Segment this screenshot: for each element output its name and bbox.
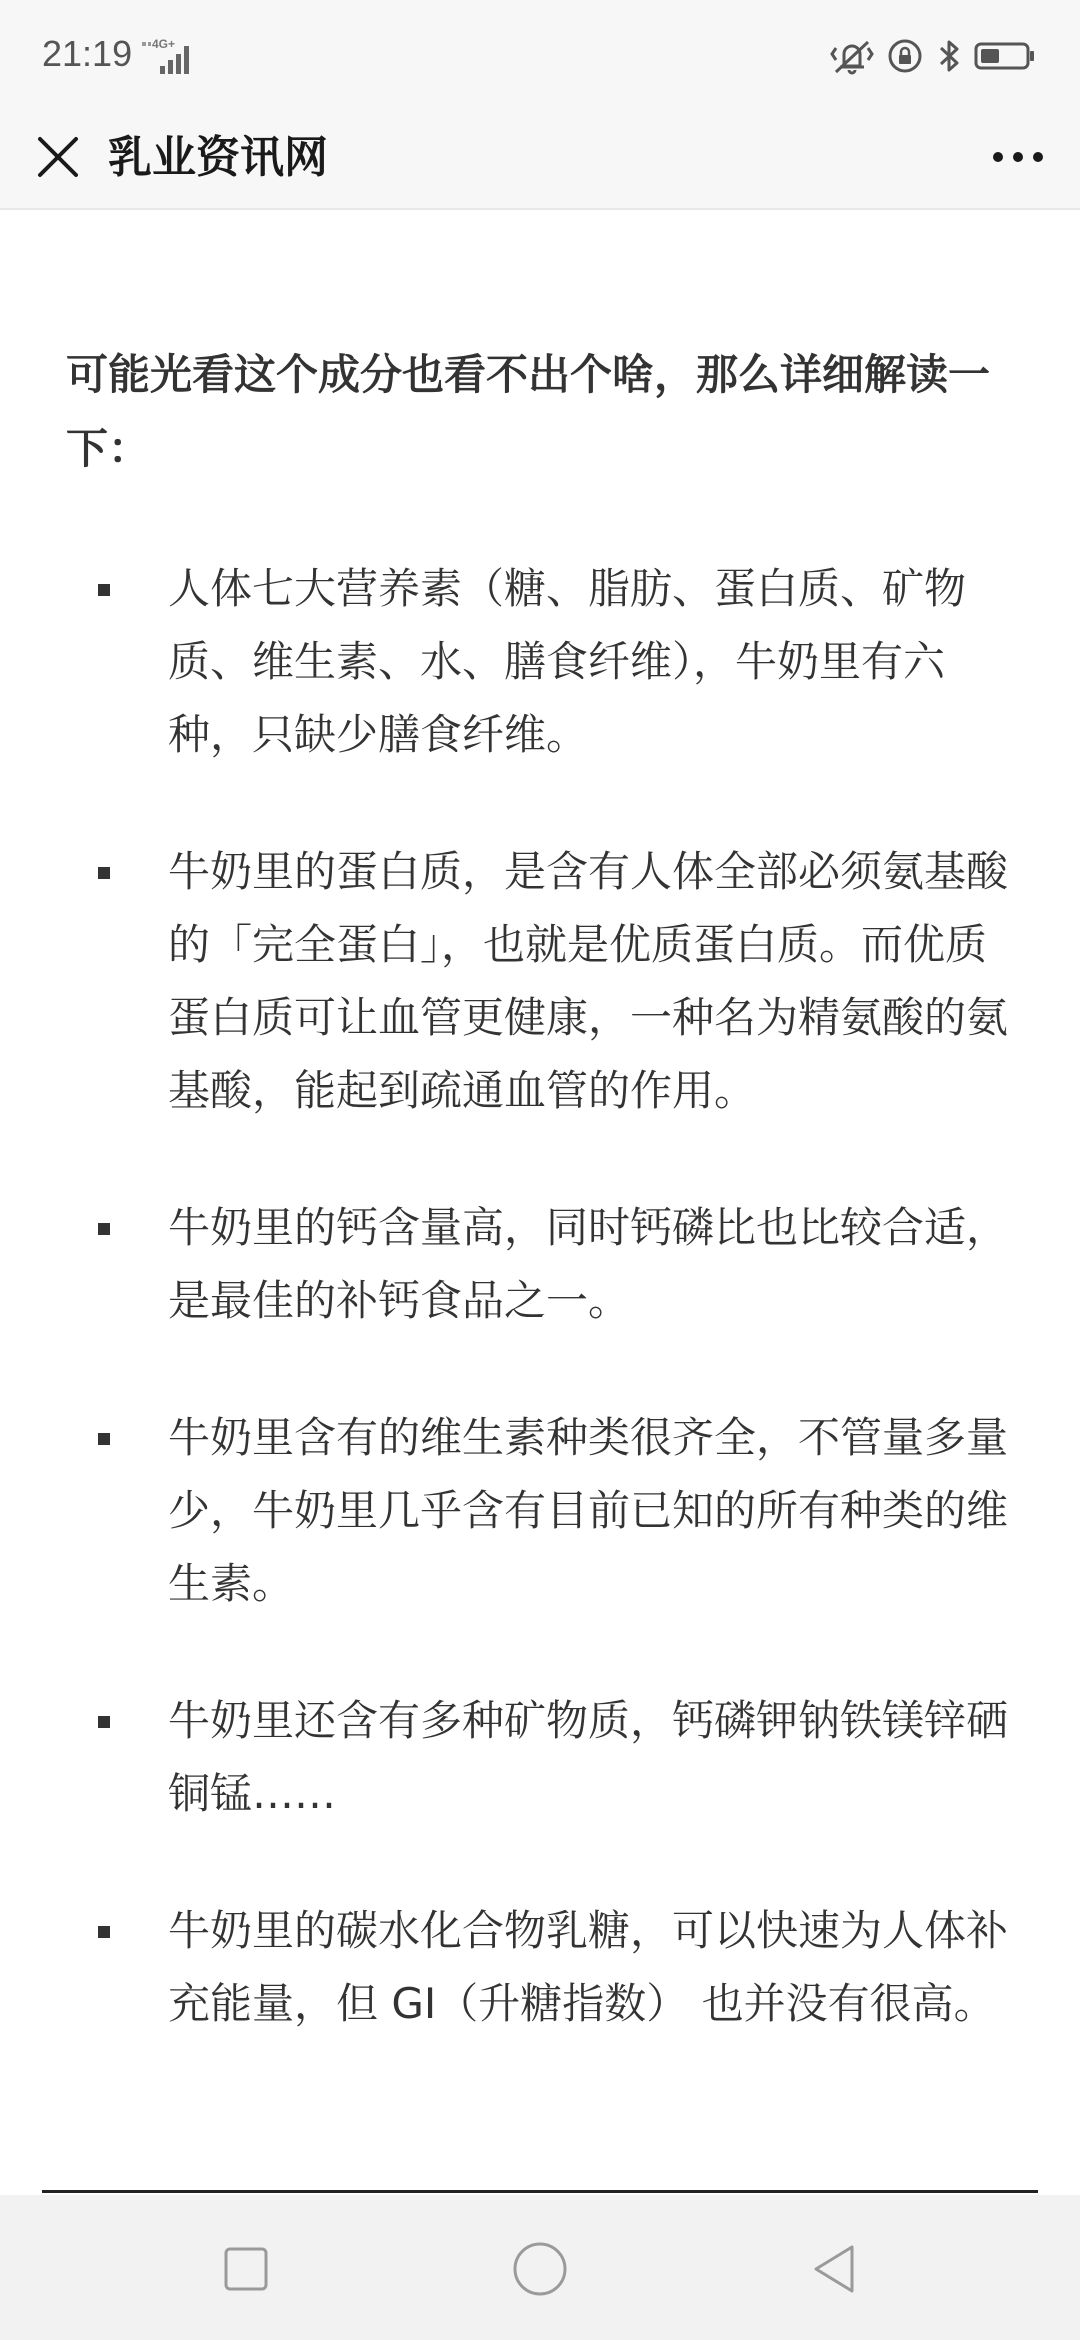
vibrate-icon — [830, 36, 874, 76]
network-type-label: 4G+ — [152, 37, 176, 51]
bullet-icon — [98, 1433, 110, 1445]
list-item — [0, 1401, 1080, 1620]
system-nav-bar — [0, 2195, 1080, 2340]
status-icons — [830, 36, 1036, 76]
list-item-text: 牛奶里的蛋白质，是含有人体全部必须氨基酸的「完全蛋白」，也就是优质蛋白质。而优质蛋白质可让血管更健康，一种名为精氨酸的氨基酸，能起到疏通血管的作用。 — [168, 847, 1009, 1115]
bullet-icon — [98, 1926, 110, 1938]
home-button[interactable] — [504, 2233, 576, 2305]
status-bar — [0, 0, 1080, 105]
more-button[interactable] — [982, 125, 1054, 189]
battery-icon — [974, 40, 1036, 72]
status-time: 21:19 — [42, 33, 133, 74]
back-icon — [810, 2243, 858, 2295]
article-content — [0, 212, 1080, 2195]
nav-bar — [0, 105, 1080, 210]
list-item-text: 牛奶里的钙含量高，同时钙磷比也比较合适，是最佳的补钙食品之一。 — [168, 1203, 1009, 1325]
list-item-text: 牛奶里还含有多种矿物质，钙磷钾钠铁镁锌硒铜锰…… — [168, 1696, 1009, 1818]
list-item — [0, 1191, 1080, 1337]
list-item — [0, 552, 1080, 771]
bullet-icon — [98, 867, 110, 879]
list-item — [0, 1894, 1080, 2040]
more-icon — [992, 151, 1044, 163]
rotation-lock-icon — [886, 37, 924, 75]
signal-icon — [138, 36, 194, 76]
back-button[interactable] — [798, 2233, 870, 2305]
list-item-text: 人体七大营养素（糖、脂肪、蛋白质、矿物质、维生素、水、膳食纤维），牛奶里有六种，只缺少膳食纤维。 — [168, 564, 967, 759]
bullet-icon — [98, 1716, 110, 1728]
list-item — [0, 835, 1080, 1127]
recent-apps-icon — [222, 2245, 270, 2293]
close-button[interactable] — [26, 125, 90, 189]
recent-apps-button[interactable] — [210, 2233, 282, 2305]
bullet-icon — [98, 584, 110, 596]
nutrition-list — [0, 552, 1080, 2104]
home-icon — [512, 2241, 568, 2297]
list-item — [0, 1684, 1080, 1830]
page-title: 乳业资讯网 — [108, 132, 328, 183]
list-item-text: 牛奶里的碳水化合物乳糖，可以快速为人体补充能量，但 GI（升糖指数） 也并没有很高。 — [168, 1906, 1009, 2028]
bullet-icon — [98, 1223, 110, 1235]
close-icon — [36, 135, 80, 179]
list-item-text: 牛奶里含有的维生素种类很齐全，不管量多量少，牛奶里几乎含有目前已知的所有种类的维生素。 — [168, 1413, 1009, 1608]
bluetooth-icon — [936, 37, 962, 75]
section-divider — [42, 2190, 1038, 2193]
article-intro: 可能光看这个成分也看不出个啥，那么详细解读一下： — [66, 350, 991, 473]
